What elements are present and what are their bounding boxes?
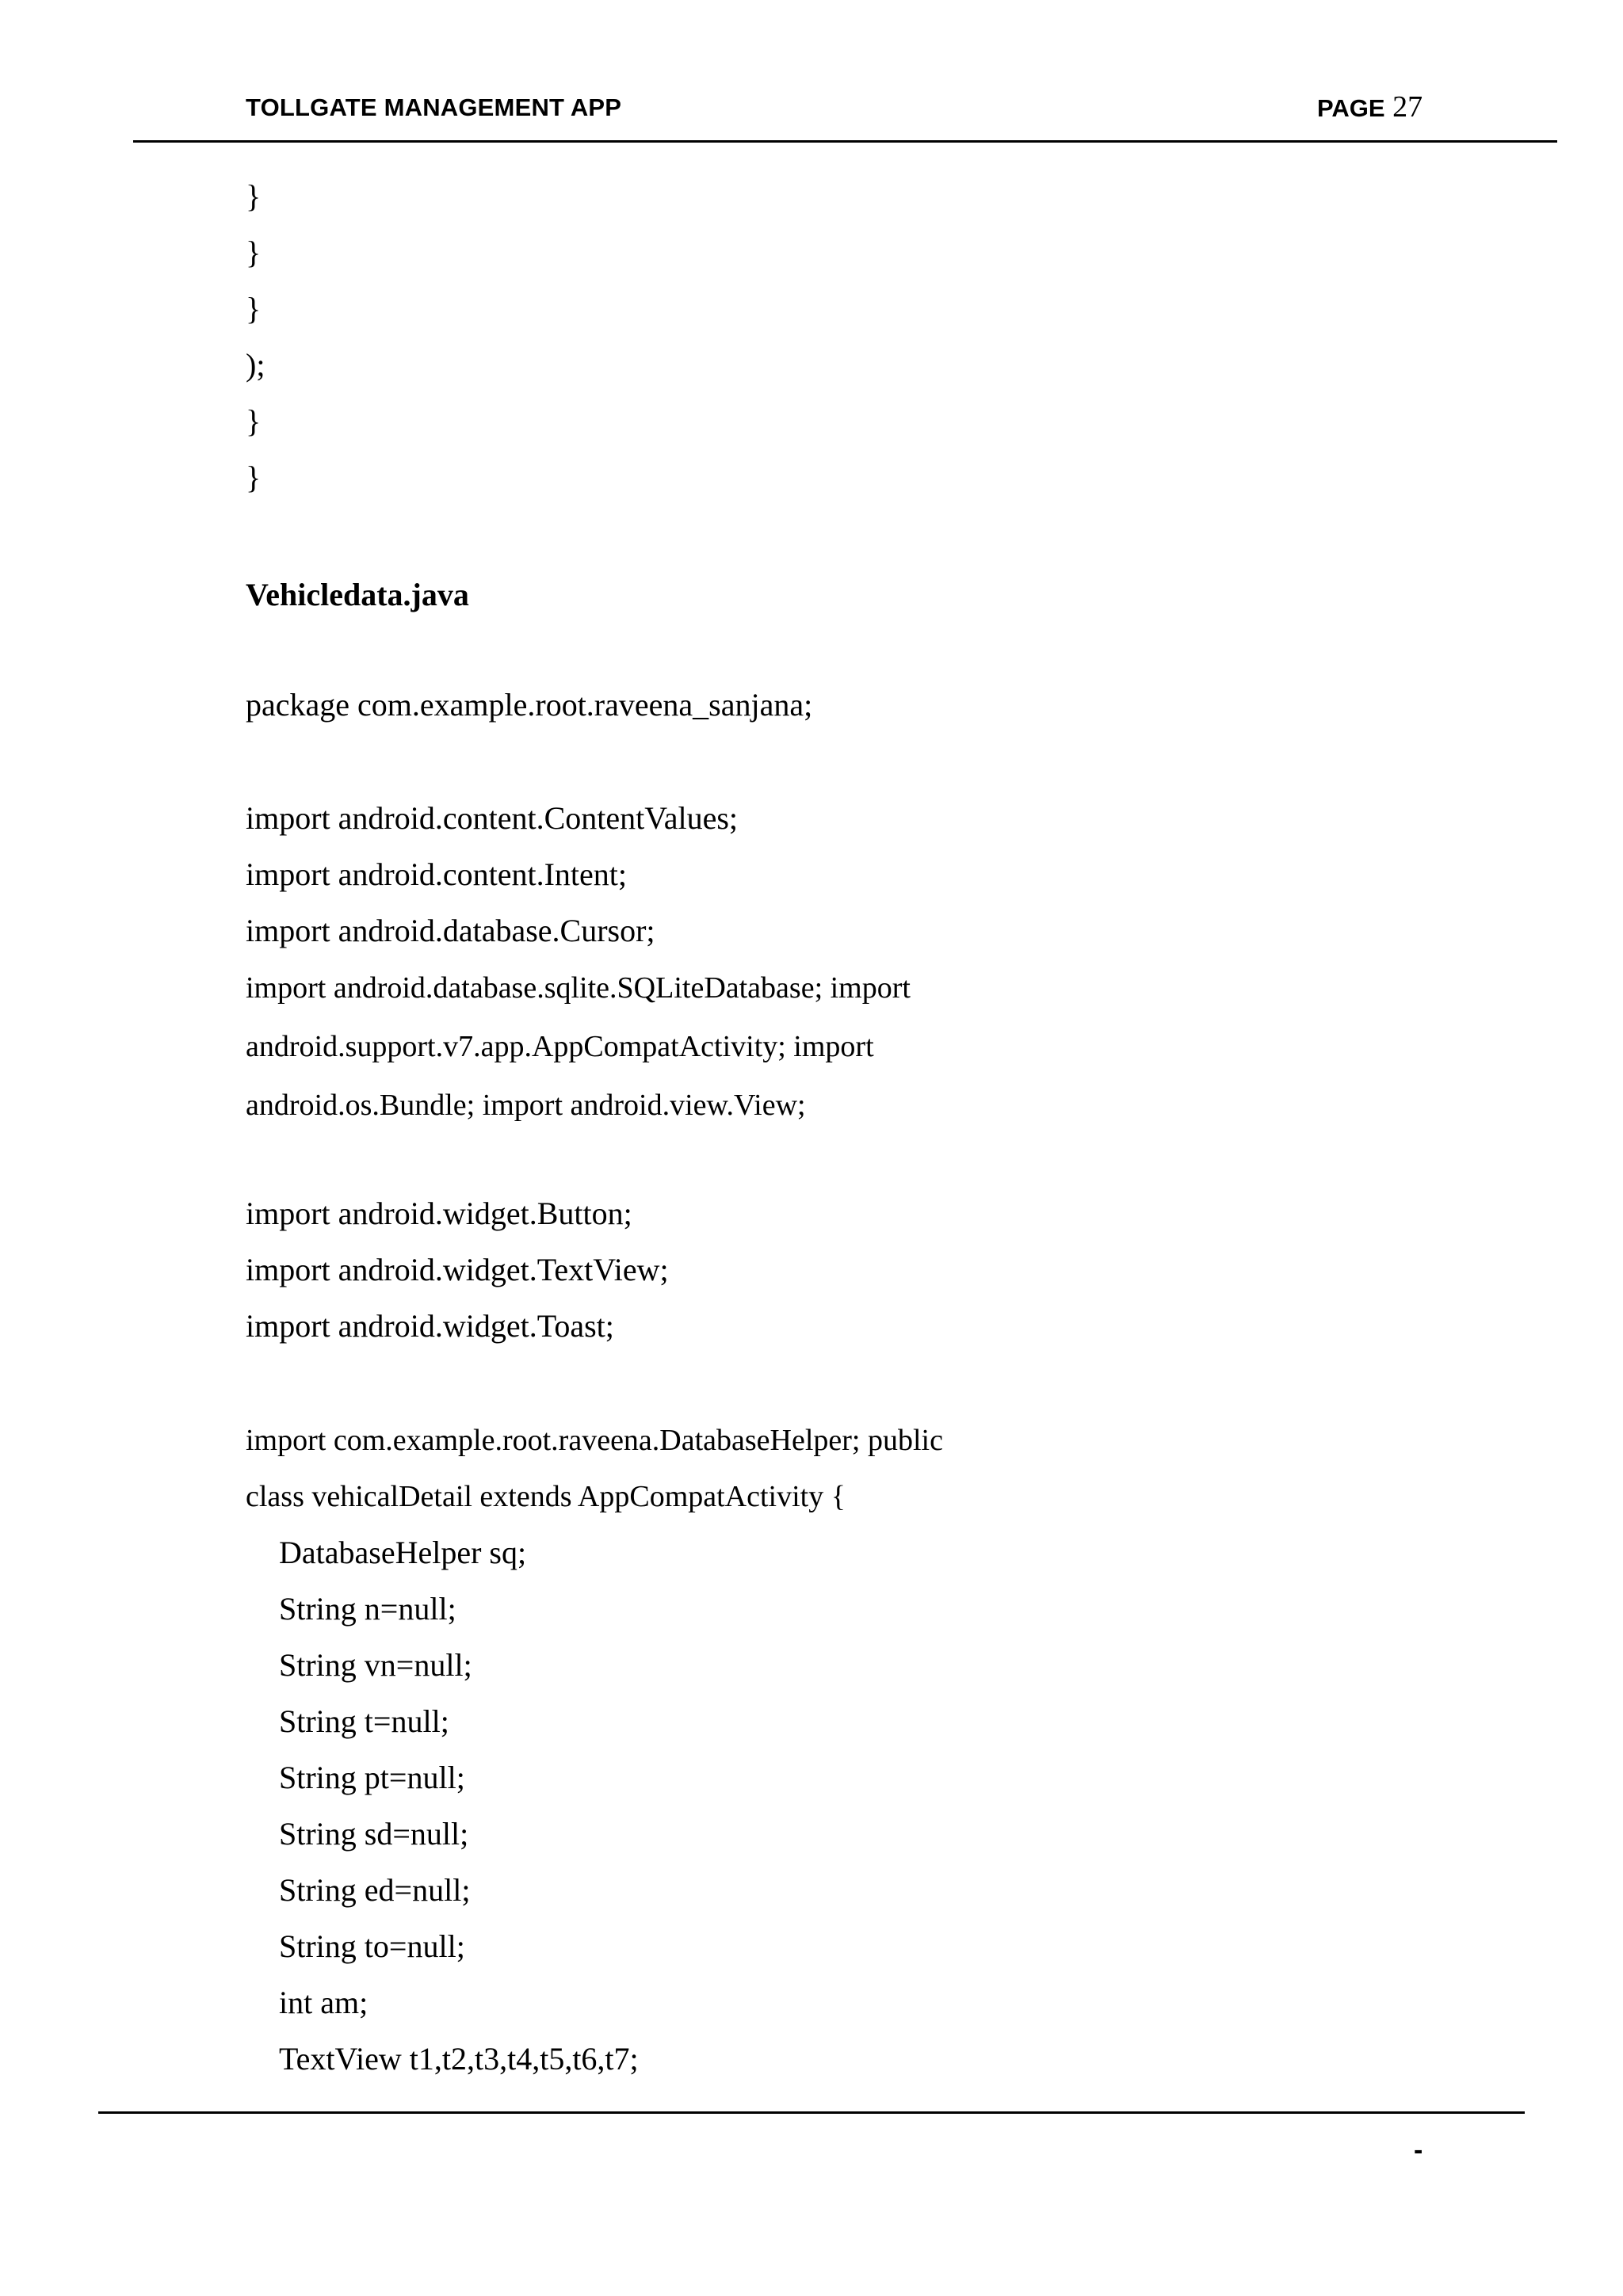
document-header-title: TOLLGATE MANAGEMENT APP	[246, 93, 622, 121]
code-line: );	[246, 347, 265, 383]
footer-rule	[98, 2111, 1525, 2114]
code-line: import android.content.Intent;	[246, 856, 627, 892]
code-line: String ed=null;	[279, 1872, 471, 1908]
code-line: import android.database.sqlite.SQLiteDatabase; import	[246, 971, 911, 1005]
code-line: DatabaseHelper sq;	[279, 1535, 527, 1570]
code-line: class vehicalDetail extends AppCompatActivity {	[246, 1480, 846, 1513]
code-line: }	[246, 460, 262, 495]
code-line: TextView t1,t2,t3,t4,t5,t6,t7;	[279, 2041, 639, 2077]
code-line: import android.widget.TextView;	[246, 1252, 669, 1287]
code-line: String to=null;	[279, 1928, 465, 1964]
code-line: int am;	[279, 1985, 369, 2020]
code-line: import com.example.root.raveena.DatabaseHelper; public	[246, 1424, 943, 1457]
page-label: PAGE	[1317, 94, 1385, 122]
code-line: }	[246, 178, 262, 214]
code-line: android.os.Bundle; import android.view.View;	[246, 1089, 806, 1122]
footer-mark: -	[1414, 2135, 1423, 2165]
code-line: String n=null;	[279, 1591, 456, 1627]
code-line: String pt=null;	[279, 1760, 465, 1795]
code-line: }	[246, 291, 262, 326]
code-line: import android.widget.Toast;	[246, 1308, 614, 1344]
page-number	[1317, 90, 1423, 124]
code-line: }	[246, 235, 262, 270]
code-line: String t=null;	[279, 1703, 449, 1739]
code-line: String sd=null;	[279, 1816, 469, 1852]
page-number-value: 27	[1392, 90, 1423, 124]
code-line: import android.database.Cursor;	[246, 913, 655, 948]
section-heading: Vehicledata.java	[246, 577, 469, 612]
code-line: android.support.v7.app.AppCompatActivity; import	[246, 1030, 874, 1063]
code-line: }	[246, 403, 262, 439]
code-line: import android.widget.Button;	[246, 1196, 632, 1231]
code-line: package com.example.root.raveena_sanjana;	[246, 687, 813, 723]
code-line: import android.content.ContentValues;	[246, 800, 738, 836]
code-line: String vn=null;	[279, 1647, 472, 1683]
header-rule	[133, 140, 1557, 143]
